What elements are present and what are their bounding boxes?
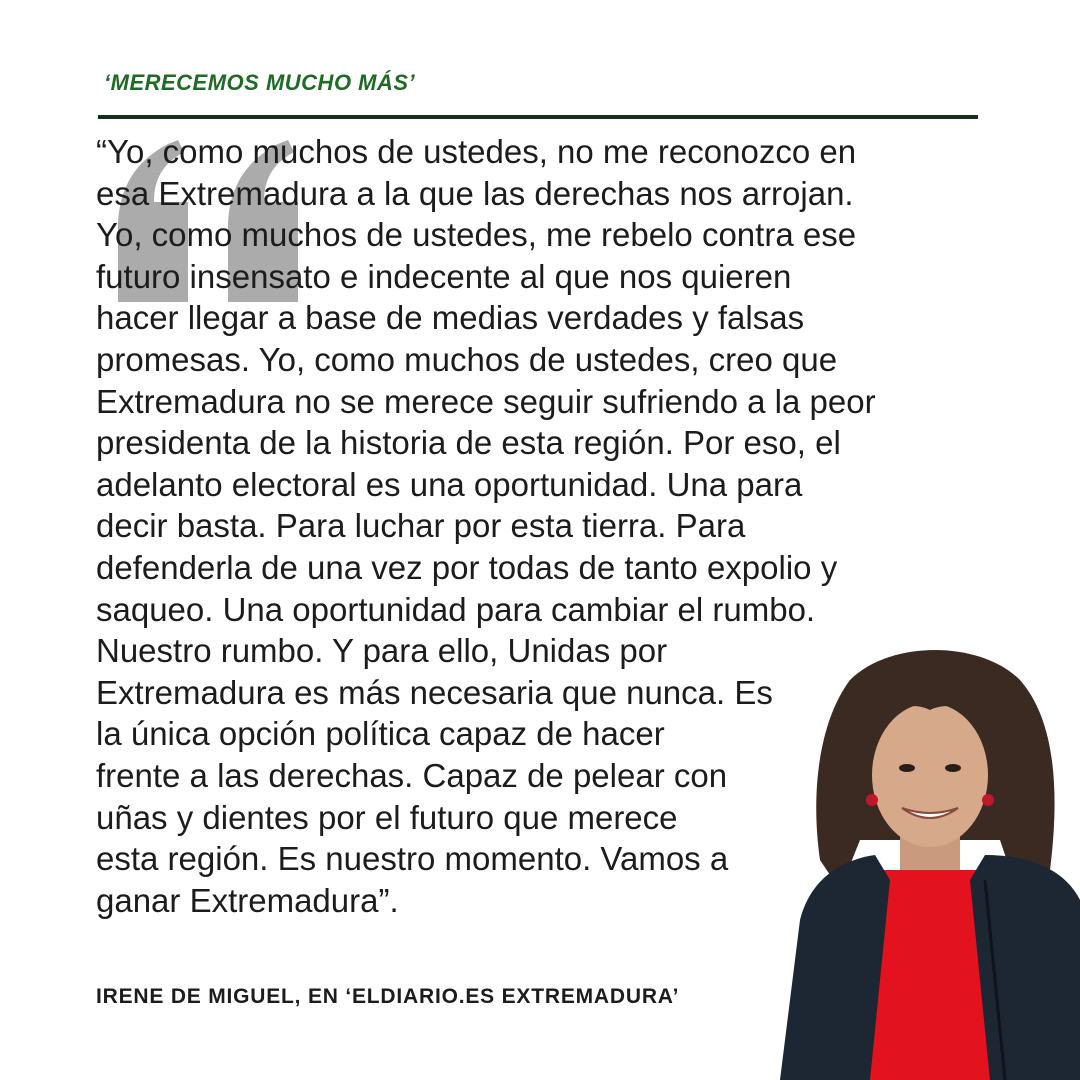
quote-line: decir basta. Para luchar por esta tierra. Para xyxy=(96,507,746,545)
quote-line: la única opción política capaz de hacer xyxy=(96,715,665,753)
quote-line: Nuestro rumbo. Y para ello, Unidas por xyxy=(96,632,668,670)
quote-body xyxy=(96,131,986,921)
quote-line: esa Extremadura a la que las derechas nos arrojan. xyxy=(96,174,854,212)
quote-line: ganar Extremadura”. xyxy=(96,881,399,919)
quote-line: promesas. Yo, como muchos de ustedes, creo que xyxy=(96,340,838,378)
quote-line: esta región. Es nuestro momento. Vamos a xyxy=(96,840,729,878)
quote-line: uñas y dientes por el futuro que merece xyxy=(96,798,678,836)
quote-line: Yo, como muchos de ustedes, me rebelo contra ese xyxy=(96,216,857,254)
quote-line: futuro insensato e indecente al que nos quieren xyxy=(96,257,792,295)
quote-line: adelanto electoral es una oportunidad. Una para xyxy=(96,465,803,503)
quote-line: Extremadura no se merece seguir sufriendo a la peor xyxy=(96,382,876,420)
quote-line: “Yo, como muchos de ustedes, no me reconozco en xyxy=(96,133,857,170)
quote-line: Extremadura es más necesaria que nunca. Es xyxy=(96,673,773,711)
quote-line: defenderla de una vez por todas de tanto expolio y xyxy=(96,548,838,586)
quote-line: frente a las derechas. Capaz de pelear con xyxy=(96,756,728,794)
quote-line: presidenta de la historia de esta región. Por eso, el xyxy=(96,424,841,462)
quote-line: hacer llegar a base de medias verdades y falsas xyxy=(96,299,805,337)
attribution: IRENE DE MIGUEL, EN ‘ELDIARIO.ES EXTREMADURA’ xyxy=(96,985,680,1008)
quote-line: saqueo. Una oportunidad para cambiar el rumbo. xyxy=(96,590,816,628)
header-title: ‘MERECEMOS MUCHO MÁS’ xyxy=(104,70,416,95)
